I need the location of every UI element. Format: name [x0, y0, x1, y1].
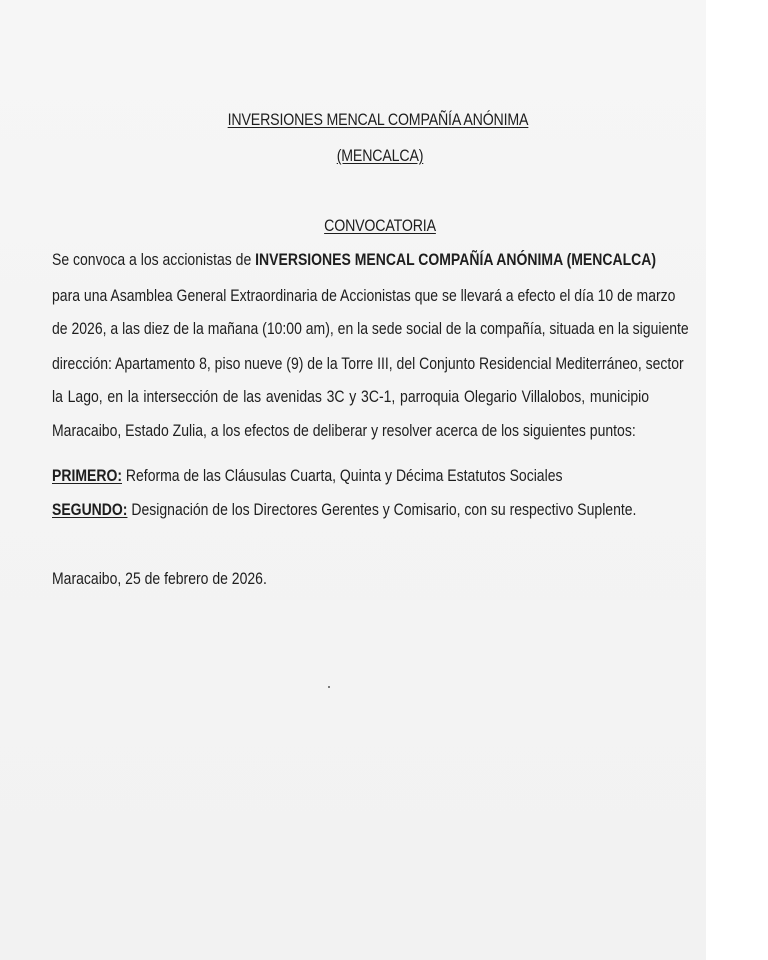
paragraph-line-6: Maracaibo, Estado Zulia, a los efectos de deliberar y resolver acerca de los siguientes puntos: — [52, 422, 636, 440]
agenda-item-text: Designación de los Directores Gerentes y Comisario, con su respectivo Suplente. — [127, 501, 637, 519]
paragraph-line-1-intro: Se convoca a los accionistas de — [52, 251, 256, 269]
paragraph-line-4: dirección: Apartamento 8, piso nueve (9) de la Torre III, del Conjunto Residencial Mediterráneo, sector — [52, 355, 684, 373]
agenda-item-label: SEGUNDO: — [52, 501, 128, 519]
agenda-item — [52, 500, 706, 520]
agenda-item-text: Reforma de las Cláusulas Cuarta, Quinta y Décima Estatutos Sociales — [122, 467, 563, 485]
paragraph-line-2: para una Asamblea General Extraordinaria de Accionistas que se llevará a efecto el día 10 de marzo — [52, 287, 676, 305]
place-and-date: Maracaibo, 25 de febrero de 2026. — [52, 570, 267, 588]
agenda-item — [52, 466, 706, 486]
agenda-item-label: PRIMERO: — [52, 467, 123, 485]
document-heading: CONVOCATORIA — [324, 217, 436, 235]
paragraph-company-name: INVERSIONES MENCAL COMPAÑÍA ANÓNIMA (MENCALCA) — [255, 251, 657, 269]
paragraph-line-5: la Lago, en la intersección de las avenidas 3C y 3C-1, parroquia Olegario Villalobos, municipio — [52, 388, 650, 406]
paper-speck — [328, 686, 330, 688]
paragraph-line-3: de 2026, a las diez de la mañana (10:00 am), en la sede social de la compañía, situada en la siguiente — [52, 320, 689, 338]
background-edge — [706, 0, 768, 960]
paragraph-line-1 — [52, 250, 706, 270]
company-abbreviation: (MENCALCA) — [336, 147, 424, 165]
company-title: INVERSIONES MENCAL COMPAÑÍA ANÓNIMA — [227, 111, 529, 129]
